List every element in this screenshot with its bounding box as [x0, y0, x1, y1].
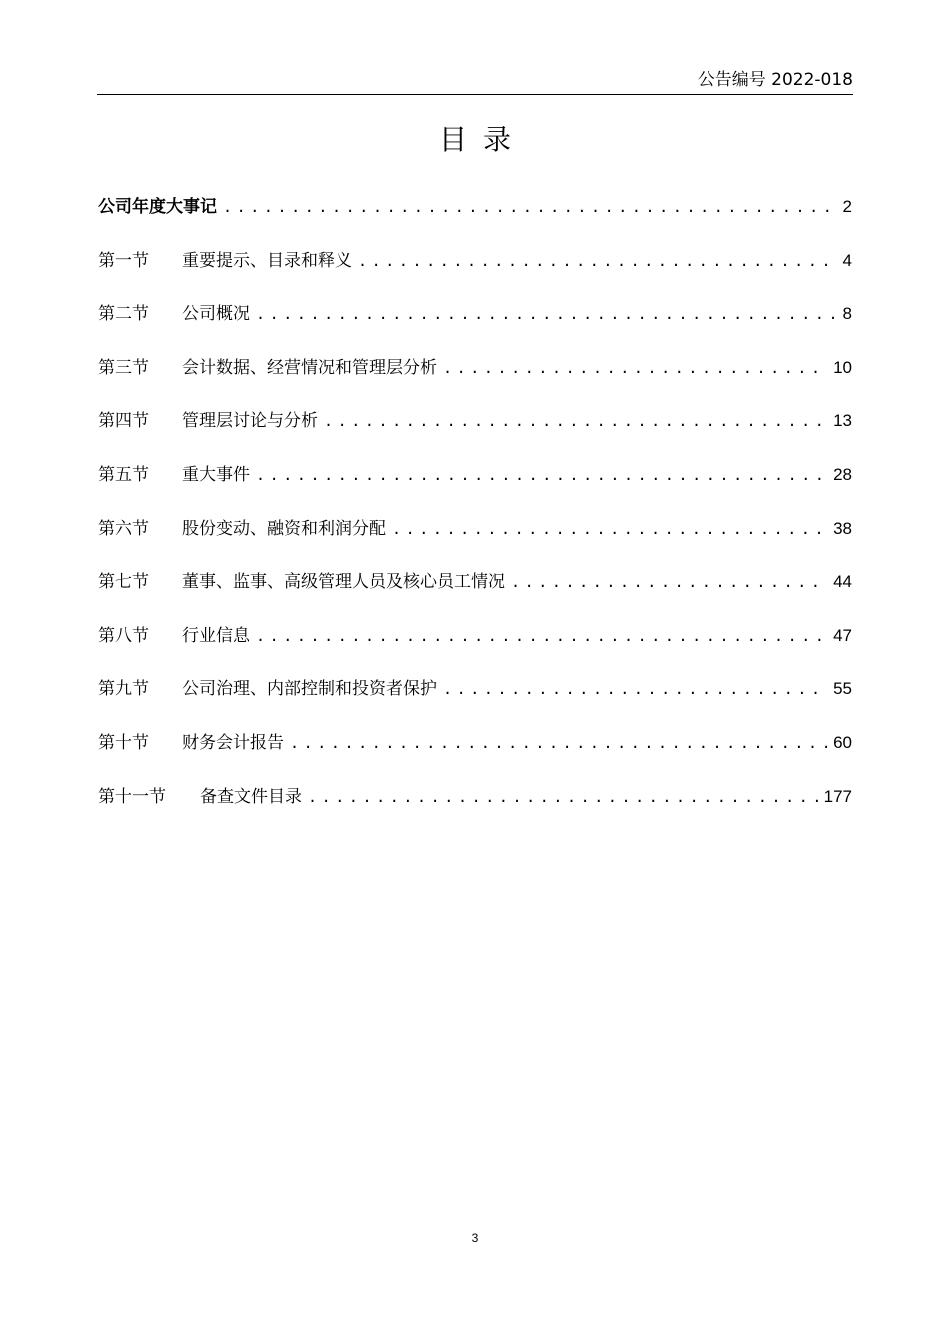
toc-entry-title: 会计数据、经营情况和管理层分析 — [182, 357, 437, 378]
toc-entry-annual-events[interactable] — [98, 194, 852, 248]
toc-entry-title: 股份变动、融资和利润分配 — [182, 518, 386, 539]
toc-entry-section-2[interactable] — [98, 301, 852, 355]
toc-entry-page: 60 — [833, 732, 852, 752]
table-of-contents — [98, 194, 852, 837]
announcement-number: 公告编号 2022-018 — [697, 70, 853, 90]
toc-entry-page: 28 — [833, 464, 852, 484]
dot-leader — [392, 516, 827, 542]
toc-entry-page: 2 — [842, 197, 852, 216]
toc-entry-section: 第十一节 — [98, 786, 166, 807]
toc-entry-title: 管理层讨论与分析 — [182, 411, 318, 432]
toc-entry-section-6[interactable] — [98, 516, 852, 570]
toc-entry-section: 第六节 — [98, 518, 149, 539]
toc-entry-title: 公司治理、内部控制和投资者保护 — [182, 679, 437, 700]
toc-entry-title: 重大事件 — [182, 464, 250, 485]
page-header — [97, 70, 853, 95]
toc-entry-page: 4 — [842, 250, 852, 270]
toc-entry-page: 55 — [833, 679, 852, 699]
dot-leader — [290, 730, 827, 756]
toc-entry-title: 备查文件目录 — [200, 786, 302, 807]
toc-entry-title: 公司年度大事记 — [98, 197, 217, 217]
toc-entry-section-11[interactable] — [98, 784, 852, 838]
toc-entry-section: 第五节 — [98, 464, 149, 485]
toc-entry-page: 38 — [833, 518, 852, 538]
dot-leader — [443, 676, 827, 702]
toc-entry-title: 董事、监事、高级管理人员及核心员工情况 — [182, 572, 505, 593]
toc-entry-section: 第一节 — [98, 250, 149, 271]
toc-entry-section: 第八节 — [98, 625, 149, 646]
toc-entry-section-7[interactable] — [98, 569, 852, 623]
toc-entry-section-8[interactable] — [98, 623, 852, 677]
toc-entry-section-3[interactable] — [98, 355, 852, 409]
toc-entry-section: 第七节 — [98, 572, 149, 593]
toc-entry-section-5[interactable] — [98, 462, 852, 516]
toc-entry-page: 47 — [833, 625, 852, 645]
toc-entry-section: 第九节 — [98, 679, 149, 700]
toc-entry-title: 重要提示、目录和释义 — [182, 250, 352, 271]
toc-entry-section-4[interactable] — [98, 408, 852, 462]
toc-entry-section-1[interactable] — [98, 248, 852, 302]
dot-leader — [256, 301, 837, 327]
toc-entry-page: 8 — [842, 304, 852, 324]
toc-entry-title: 公司概况 — [182, 304, 250, 325]
toc-entry-page: 44 — [833, 572, 852, 592]
dot-leader — [308, 784, 818, 810]
toc-entry-section-10[interactable] — [98, 730, 852, 784]
dot-leader — [324, 408, 827, 434]
toc-entry-section: 第三节 — [98, 357, 149, 378]
dot-leader — [358, 248, 837, 274]
toc-entry-page: 177 — [823, 786, 852, 806]
toc-entry-section: 第四节 — [98, 411, 149, 432]
page-number: 3 — [471, 1231, 479, 1245]
dot-leader — [443, 355, 827, 381]
page-title: 目录 — [438, 123, 527, 156]
toc-entry-section: 第二节 — [98, 304, 149, 325]
toc-entry-page: 10 — [833, 357, 852, 377]
dot-leader — [511, 569, 827, 595]
toc-entry-section: 第十节 — [98, 732, 149, 753]
toc-entry-title: 行业信息 — [182, 625, 250, 646]
dot-leader — [223, 194, 837, 220]
toc-entry-title: 财务会计报告 — [182, 732, 284, 753]
dot-leader — [256, 623, 827, 649]
toc-entry-page: 13 — [833, 411, 852, 431]
dot-leader — [256, 462, 827, 488]
toc-entry-section-9[interactable] — [98, 676, 852, 730]
